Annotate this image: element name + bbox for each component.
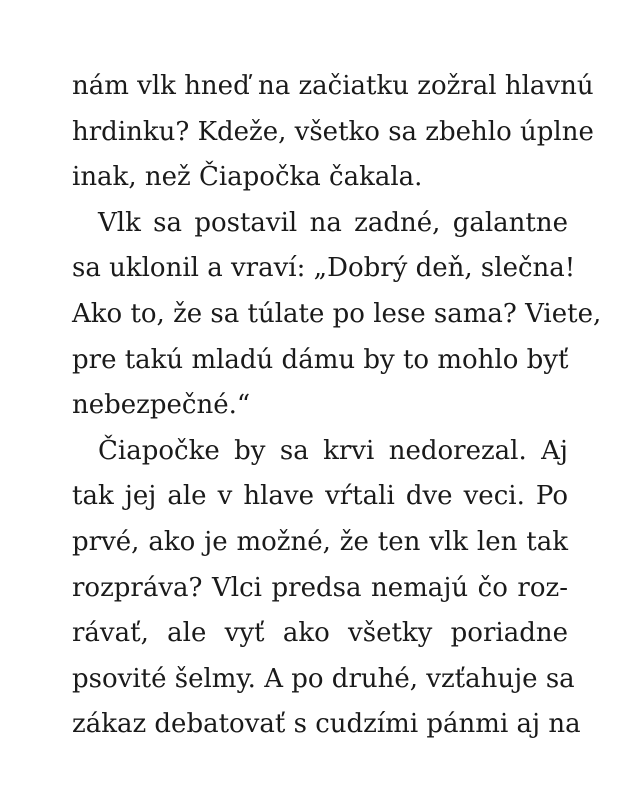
text-line: rozpráva? Vlci predsa nemajú čo roz- [72, 572, 568, 603]
text-line: prvé, ako je možné, že ten vlk len tak [72, 526, 568, 557]
text-line: tak jej ale v hlave vŕtali dve veci. Po [72, 481, 568, 512]
book-page-text [72, 64, 602, 748]
text-line: rávať, ale vyť ako všetky poriadne [72, 618, 568, 649]
paragraph-start-line: Vlk sa postavil na zadné, galantne [98, 207, 568, 238]
text-line: inak, než Čiapočka čakala. [72, 162, 423, 193]
text-line: zákaz debatovať s cudzími pánmi aj na [72, 709, 581, 740]
text-line: nám vlk hneď na začiatku zožral hlavnú [72, 71, 594, 101]
text-line: pre takú mladú dámu by to mohlo byť [72, 344, 569, 375]
text-line: sa uklonil a vraví: „Dobrý deň, slečna! [72, 253, 576, 284]
text-line: hrdinku? Kdeže, všetko sa zbehlo úplne [72, 116, 594, 147]
text-line: nebezpečné.“ [72, 390, 251, 421]
text-line: Ako to, že sa túlate po lese sama? Viete, [72, 298, 602, 329]
paragraph-start-line: Čiapočke by sa krvi nedorezal. Aj [98, 435, 568, 466]
text-line: psovité šelmy. A po druhé, vzťahuje sa [72, 663, 575, 694]
